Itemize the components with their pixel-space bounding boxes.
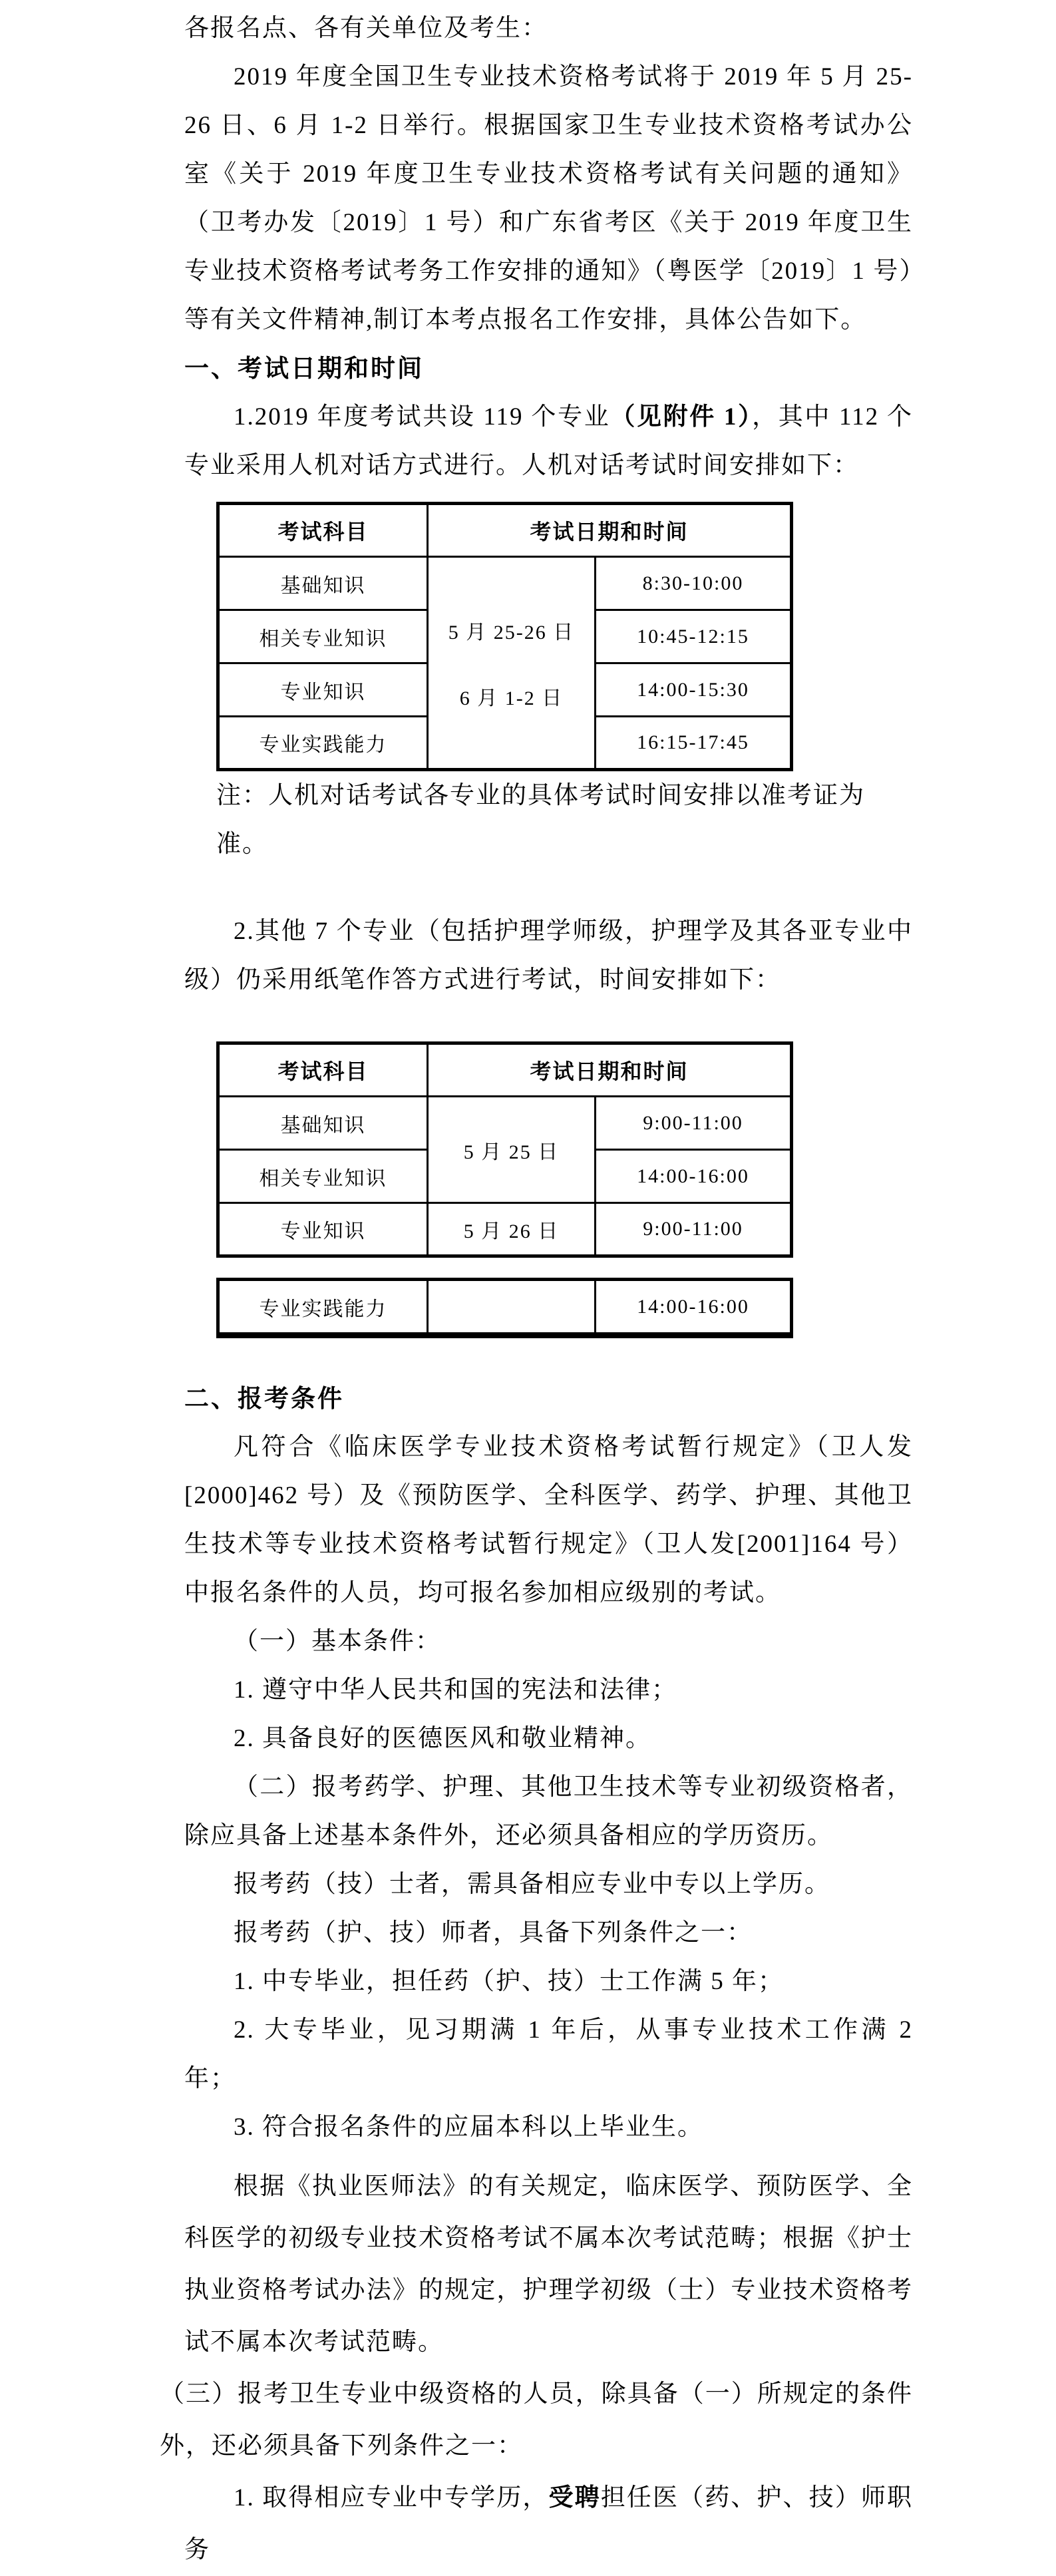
subject-cell: 专业知识 xyxy=(218,663,428,717)
section1-heading: 一、考试日期和时间 xyxy=(184,355,424,382)
intro-paragraph: 2019 年度全国卫生专业技术资格考试将于 2019 年 5 月 25-26 日、6 月 1-2 日举行。根据国家卫生专业技术资格考试办公室《关于 2019 年度卫生专业技术资格考试有关问题的通知》（卫考办发〔2019〕1 号）和广东省考区《关于 2019 年度卫生专业技术资格考试考务工作安排的通知》（粤医学〔2019〕1 号）等有关文件精神,制订本考点报名工作安排，具体公告如下。 xyxy=(184,63,913,333)
time-cell: 14:00-16:00 xyxy=(596,1150,792,1203)
time-cell: 14:00-15:30 xyxy=(596,663,792,717)
merged-date-cell: 5 月 25 日 xyxy=(428,1097,596,1203)
section1-para2: 2.其他 7 个专业（包括护理学师级，护理学及其各亚专业中级）仍采用纸笔作答方式进行考试，时间安排如下： xyxy=(184,918,913,994)
section2-basic-item-1: 1. 遵守中华人民共和国的宪法和法律； xyxy=(234,1676,677,1704)
salutation: 各报名点、各有关单位及考生： xyxy=(184,15,548,42)
subject-cell: 基础知识 xyxy=(218,557,428,610)
section2-practitioner-item-2: 2. 大专毕业，见习期满 1 年后，从事专业技术工作满 2 年； xyxy=(184,2016,913,2092)
header-exam-datetime: 考试日期和时间 xyxy=(428,504,792,557)
computer-exam-schedule-table xyxy=(216,502,793,771)
date-stack xyxy=(429,616,594,711)
subject-cell: 相关专业知识 xyxy=(218,610,428,663)
date-line: 6 月 1-2 日 xyxy=(459,687,564,709)
time-cell: 9:00-11:00 xyxy=(596,1097,792,1150)
time-cell: 8:30-10:00 xyxy=(596,557,792,610)
merged-date-cell xyxy=(428,557,596,770)
time-cell: 16:15-17:45 xyxy=(596,717,792,770)
table-row xyxy=(218,1203,792,1256)
section2-para-eligibility: 凡符合《临床医学专业技术资格考试暂行规定》（卫人发[2000]462 号）及《预防医学、全科医学、药学、护理、其他卫生技术等专业技术资格考试暂行规定》（卫人发[2001]164 号）中报名条件的人员，均可报名参加相应级别的考试。 xyxy=(184,1433,913,1606)
subject-cell: 专业实践能力 xyxy=(218,1280,428,1336)
header-exam-datetime: 考试日期和时间 xyxy=(428,1043,792,1097)
header-exam-subject: 考试科目 xyxy=(218,504,428,557)
table-row xyxy=(218,1280,792,1336)
subject-cell: 专业实践能力 xyxy=(218,717,428,770)
section2-junior-conditions: （二）报考药学、护理、其他卫生技术等专业初级资格者，除应具备上述基本条件外，还必须具备相应的学历资历。 xyxy=(184,1773,913,1849)
section2-practitioner-item-3: 3. 符合报名条件的应届本科以上毕业生。 xyxy=(234,2114,703,2141)
table-header-row xyxy=(218,504,792,557)
subject-cell: 专业知识 xyxy=(218,1203,428,1256)
section2-basic-item-2: 2. 具备良好的医德医风和敬业精神。 xyxy=(234,1725,651,1752)
section2-practitioner-item-1: 1. 中专毕业，担任药（护、技）士工作满 5 年； xyxy=(234,1968,784,1995)
section2-practitioner-requirement: 报考药（护、技）师者，具备下列条件之一： xyxy=(234,1919,753,1946)
section2-heading: 二、报考条件 xyxy=(184,1385,344,1412)
date-line: 5 月 25-26 日 xyxy=(448,621,575,644)
date-cell: 5 月 26 日 xyxy=(428,1203,596,1256)
section2-intermediate-conditions: （三）报考卫生专业中级资格的人员，除具备（一）所规定的条件外，还必须具备下列条件之一： xyxy=(160,2380,913,2460)
section2-scope-note: 根据《执业医师法》的有关规定，临床医学、预防医学、全科医学的初级专业技术资格考试不属本次考试范畴；根据《护士执业资格考试办法》的规定，护理学初级（士）专业技术资格考试不属本次考试范畴。 xyxy=(184,2173,913,2356)
subject-cell: 相关专业知识 xyxy=(218,1150,428,1203)
section2-shi-requirement: 报考药（技）士者，需具备相应专业中专以上学历。 xyxy=(234,1871,830,1898)
subject-cell: 基础知识 xyxy=(218,1097,428,1150)
table-header-row xyxy=(218,1043,792,1097)
time-cell: 9:00-11:00 xyxy=(596,1203,792,1256)
table-row xyxy=(218,1097,792,1150)
section2-basic-conditions-label: （一）基本条件： xyxy=(234,1628,441,1655)
time-cell: 14:00-16:00 xyxy=(596,1280,792,1336)
time-cell: 10:45-12:15 xyxy=(596,610,792,663)
paper-exam-schedule-table xyxy=(216,1041,793,1258)
table-row xyxy=(218,557,792,610)
paper-exam-schedule-table-continued xyxy=(216,1278,793,1338)
section1-para1: 1.2019 年度考试共设 119 个专业（见附件 1），其中 112 个专业采用人机对话方式进行。人机对话考试时间安排如下： xyxy=(184,403,913,479)
table1-note: 注：人机对话考试各专业的具体考试时间安排以准考证为准。 xyxy=(216,782,865,858)
section2-intermediate-item-1: 1. 取得相应专业中专学历，受聘担任医（药、护、技）师职务 xyxy=(184,2484,914,2563)
date-cell-empty xyxy=(428,1280,596,1336)
header-exam-subject: 考试科目 xyxy=(218,1043,428,1097)
